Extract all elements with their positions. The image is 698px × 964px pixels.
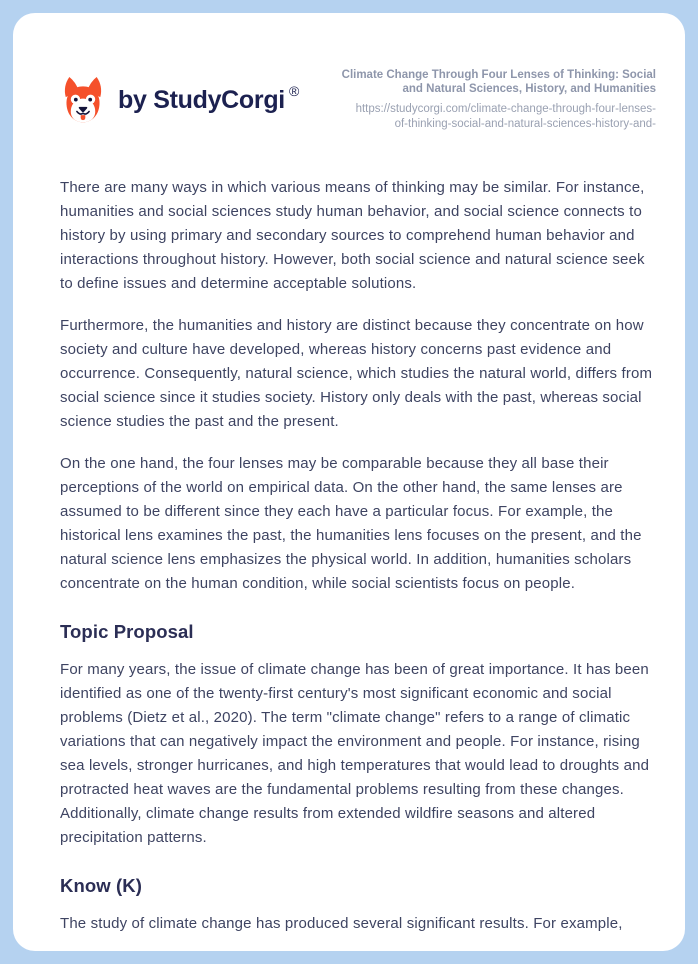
know-paragraph: The study of climate change has produced several significant results. For example,	[60, 915, 623, 932]
document-url-line-2: of-thinking-social-and-natural-sciences-history-and-	[394, 118, 656, 130]
section-heading-know: Know (K)	[60, 875, 142, 896]
section-heading-topic-proposal: Topic Proposal	[60, 621, 194, 642]
registered-trademark-symbol: ®	[288, 83, 300, 99]
brand-name: by StudyCorgi	[118, 85, 285, 114]
document-url-line-1: https://studycorgi.com/climate-change-through-four-lenses-	[355, 103, 656, 115]
topic-proposal-paragraph: For many years, the issue of climate change has been of great importance. It has been identified as one of the twenty-first century's most significant economic and social problems (Dietz et al., 2020). The term "climate change" refers to a range of climatic variations that can negatively impact the environment and people. For instance, rising sea levels, stronger hurricanes, and high temperatures that would lead to droughts and protracted heat waves are the fundamental problems resulting from these changes. Additionally, climate change results from extended wildfire seasons and altered precipitation patterns.	[60, 661, 650, 846]
document-url-link[interactable]	[306, 102, 656, 132]
document-meta	[306, 68, 656, 132]
document-title-line-1: Climate Change Through Four Lenses of Thinking: Social	[341, 69, 656, 81]
document-title-line-2: and Natural Sciences, History, and Humanities	[402, 83, 656, 95]
document-header	[60, 68, 656, 132]
corgi-logo-icon	[60, 74, 106, 126]
document-card	[13, 13, 685, 951]
studycorgi-logo[interactable]	[60, 74, 299, 126]
intro-paragraph-1: There are many ways in which various means of thinking may be similar. For instance, humanities and social sciences study human behavior, and social science connects to history by using primary and secondary sources to comprehend human behavior and interactions throughout history. However, both social science and natural science seek to define issues and determine acceptable solutions.	[60, 179, 645, 292]
intro-paragraph-2: Furthermore, the humanities and history are distinct because they concentrate on how society and culture have developed, whereas history concerns past evidence and occurrence. Consequently, natural science, which studies the natural world, differs from social science since it studies society. History only deals with the past, whereas social science studies the past and the present.	[60, 317, 653, 430]
intro-paragraph-3: On the one hand, the four lenses may be comparable because they all base their perceptions of the world on empirical data. On the other hand, the same lenses are assumed to be different since they each have a particular focus. For example, the historical lens examines the past, the humanities lens focuses on the present, and the natural science lens emphasizes the physical world. In addition, humanities scholars concentrate on the human condition, while social scientists focus on people.	[60, 455, 642, 592]
document-title	[306, 68, 656, 96]
document-body	[60, 176, 656, 936]
